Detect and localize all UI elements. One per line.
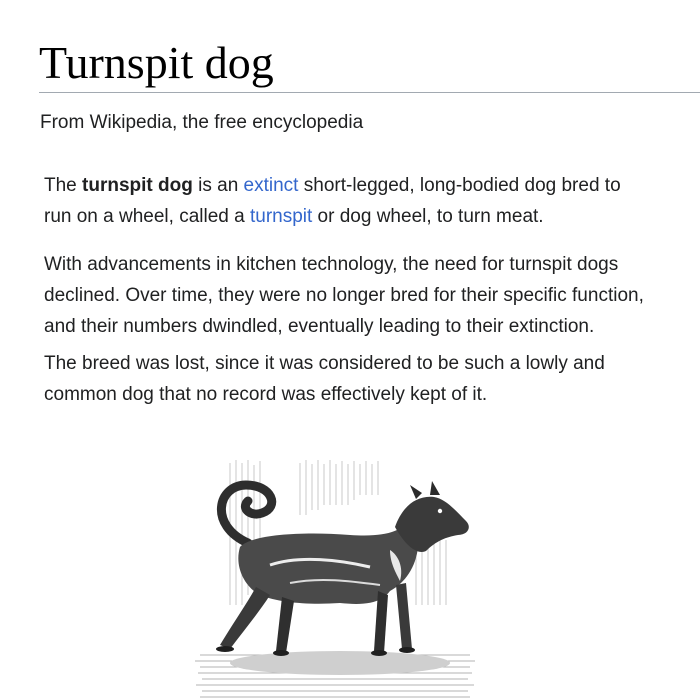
article-body <box>44 170 644 410</box>
history-paragraph: With advancements in kitchen technology, the need for turnspit dogs declined. Over time, they were no longer bred for their specific function, and their numbers dwindled, eventually leading to their extinction. <box>44 254 644 337</box>
intro-paragraph <box>44 170 644 232</box>
intro-text-4: or dog wheel, to turn meat. <box>312 206 544 227</box>
turnspit-dog-image[interactable] <box>190 455 480 700</box>
intro-text-1: The <box>44 175 83 196</box>
page-title: Turnspit dog <box>39 37 274 88</box>
title-divider <box>39 92 700 93</box>
link-extinct[interactable]: extinct <box>243 175 299 196</box>
intro-text-2: is an <box>192 175 244 196</box>
link-turnspit[interactable]: turnspit <box>249 206 313 227</box>
breed-lost-paragraph: The breed was lost, since it was considered to be such a lowly and common dog that no record was effectively kept of it. <box>44 353 605 405</box>
bold-term: turnspit dog <box>82 175 193 196</box>
dog-engraving-icon <box>190 455 480 700</box>
site-tagline: From Wikipedia, the free encyclopedia <box>40 112 364 133</box>
intro-text-3: short-legged, long-bodied dog bred to run on a wheel, called a <box>44 175 621 227</box>
